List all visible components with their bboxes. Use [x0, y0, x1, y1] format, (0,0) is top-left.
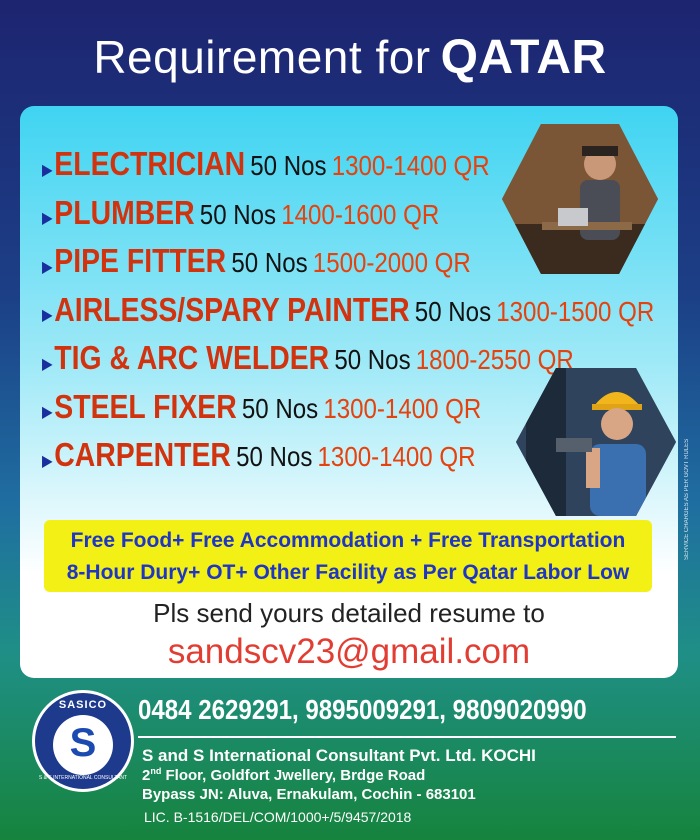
job-name: AIRLESS/SPARY PAINTER — [54, 290, 410, 328]
job-count: 50 Nos — [414, 295, 492, 327]
job-salary: 1800-2550 QR — [415, 344, 574, 375]
benefits-banner — [44, 520, 652, 592]
triangle-bullet-icon: ▶ — [42, 258, 53, 276]
job-name: TIG & ARC WELDER — [54, 339, 330, 376]
job-salary: 1300-1400 QR — [323, 392, 482, 424]
side-note: SERVICE CHARGES AS PER GOVT RULES — [684, 438, 690, 560]
job-salary: 1300-1500 QR — [496, 295, 655, 327]
job-count: 50 Nos — [199, 198, 277, 230]
job-count: 50 Nos — [250, 150, 327, 181]
job-name: ELECTRICIAN — [54, 145, 246, 182]
job-count: 50 Nos — [236, 441, 313, 472]
phone-numbers: 0484 2629291, 9895009291, 9809020990 — [138, 694, 587, 725]
address-line-1-rest: Floor, Goldfort Jwellery, Brdge Road — [161, 767, 426, 784]
job-name: PLUMBER — [54, 193, 195, 231]
logo-ring-text: S & S INTERNATIONAL CONSULTANT — [38, 775, 128, 781]
job-name: CARPENTER — [54, 436, 231, 473]
job-name: PIPE FITTER — [54, 242, 227, 279]
address-line-2: Bypass JN: Aluva, Ernakulam, Cochin - 683101 — [142, 786, 476, 803]
company-logo — [32, 690, 134, 792]
job-card — [20, 106, 678, 678]
benefits-line-2: 8-Hour Dury+ OT+ Other Facility as Per Qatar Labor Low — [66, 561, 630, 584]
floor-ordinal: nd — [150, 766, 162, 776]
job-name: STEEL FIXER — [54, 387, 237, 425]
email-link[interactable]: sandscv23@gmail.com — [167, 632, 531, 671]
job-count: 50 Nos — [334, 344, 411, 375]
floor-number: 2 — [142, 767, 151, 784]
triangle-bullet-icon: ▶ — [42, 452, 53, 470]
job-salary: 1500-2000 QR — [312, 247, 471, 278]
triangle-bullet-icon: ▶ — [42, 210, 53, 228]
job-salary: 1300-1400 QR — [331, 150, 490, 181]
send-resume-text: Pls send yours detailed resume to — [153, 598, 545, 628]
triangle-bullet-icon: ▶ — [42, 355, 53, 373]
page-title — [0, 30, 700, 85]
logo-letter: S — [69, 721, 97, 765]
triangle-bullet-icon: ▶ — [42, 161, 53, 179]
triangle-bullet-icon: ▶ — [42, 307, 53, 325]
job-salary: 1400-1600 QR — [281, 198, 440, 230]
job-salary: 1300-1400 QR — [317, 441, 476, 472]
job-count: 50 Nos — [241, 392, 319, 424]
title-prefix: Requirement for — [93, 31, 431, 83]
address-line-1 — [142, 766, 425, 784]
license-number: LIC. B-1516/DEL/COM/1000+/5/9457/2018 — [144, 809, 412, 825]
logo-top-text: SASICO — [58, 699, 108, 711]
job-count: 50 Nos — [231, 247, 308, 278]
triangle-bullet-icon: ▶ — [42, 404, 53, 422]
benefits-line-1: Free Food+ Free Accommodation + Free Transportation — [70, 529, 626, 552]
title-country: QATAR — [440, 31, 607, 84]
job-row-painter — [42, 288, 654, 337]
company-name: S and S International Consultant Pvt. Ltd. KOCHI — [142, 746, 536, 765]
footer-divider — [138, 736, 676, 738]
